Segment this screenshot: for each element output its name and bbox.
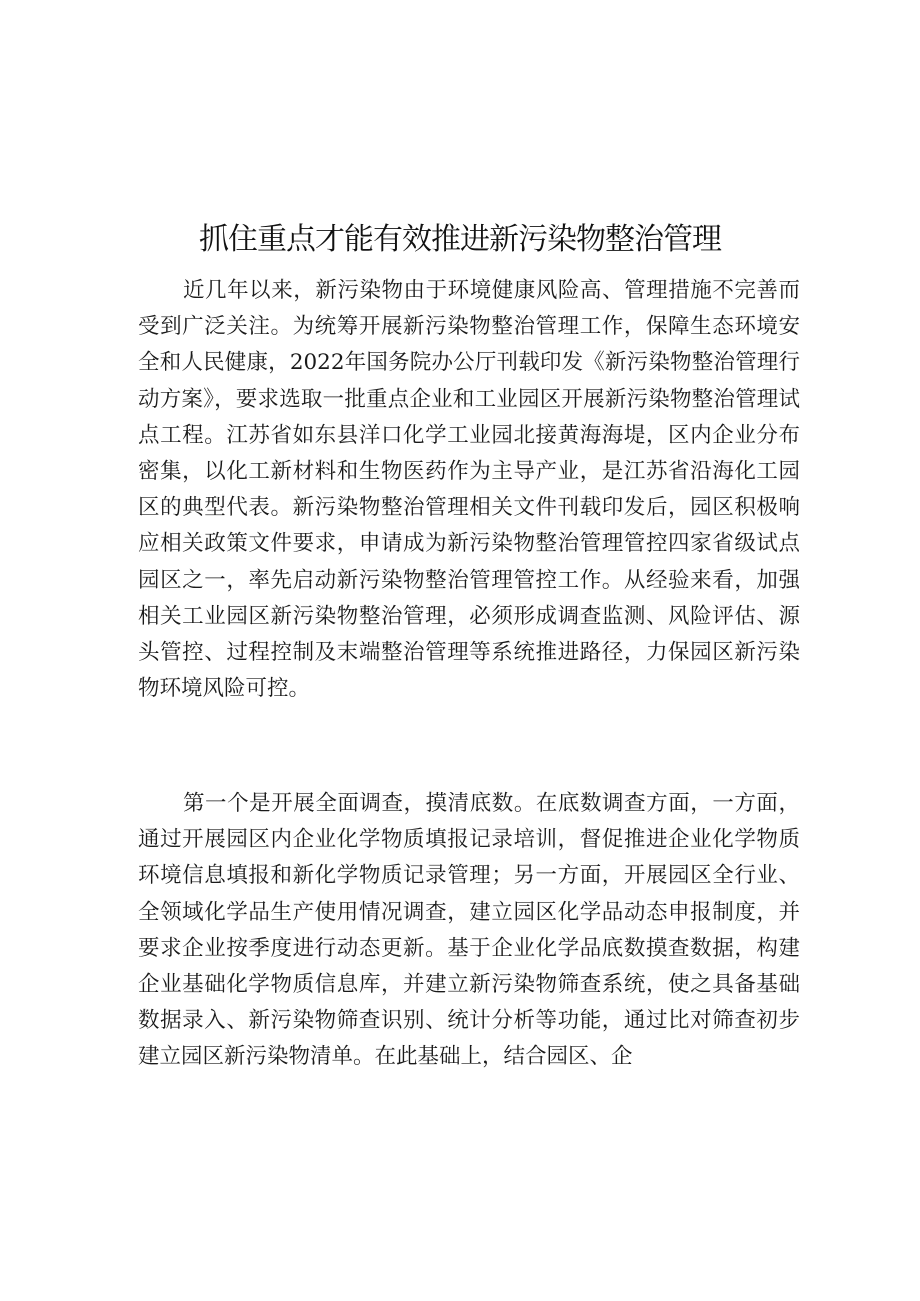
document-title: 抓住重点才能有效推进新污染物整治管理 xyxy=(199,222,721,257)
paragraph-intro: 近几年以来，新污染物由于环境健康风险高、管理措施不完善而受到广泛关注。为统筹开展新污染物整治管理工作，保障生态环境安全和人民健康，2022年国务院办公厅刊载印发《新污染物整治管理行动方案》，要求选取一批重点企业和工业园区开展新污染物整治管理试点工程。江苏省如东县洋口化学工业园北接黄海海堤，区内企业分布密集，以化工新材料和生物医药作为主导产业，是江苏省沿海化工园区的典型代表。新污染物整治管理相关文件刊载印发后，园区积极响应相关政策文件要求，申请成为新污染物整治管理管控四家省级试点园区之一，率先启动新污染物整治管理管控工作。从经验来看，加强相关工业园区新污染物整治管理，必须形成调查监测、风险评估、源头管控、过程控制及末端整治管理等系统推进路径，力保园区新污染物环境风险可控。 xyxy=(138,278,800,702)
paragraph-survey: 第一个是开展全面调查，摸清底数。在底数调查方面，一方面，通过开展园区内企业化学物质填报记录培训，督促推进企业化学物质环境信息填报和新化学物质记录管理；另一方面，开展园区全行业、全领域化学品生产使用情况调查，建立园区化学品动态申报制度，并要求企业按季度进行动态更新。基于企业化学品底数摸查数据，构建企业基础化学物质信息库，并建立新污染物筛查系统，使之具备基础数据录入、新污染物筛查识别、统计分析等功能，通过比对筛查初步建立园区新污染物清单。在此基础上，结合园区、企 xyxy=(138,791,800,1070)
